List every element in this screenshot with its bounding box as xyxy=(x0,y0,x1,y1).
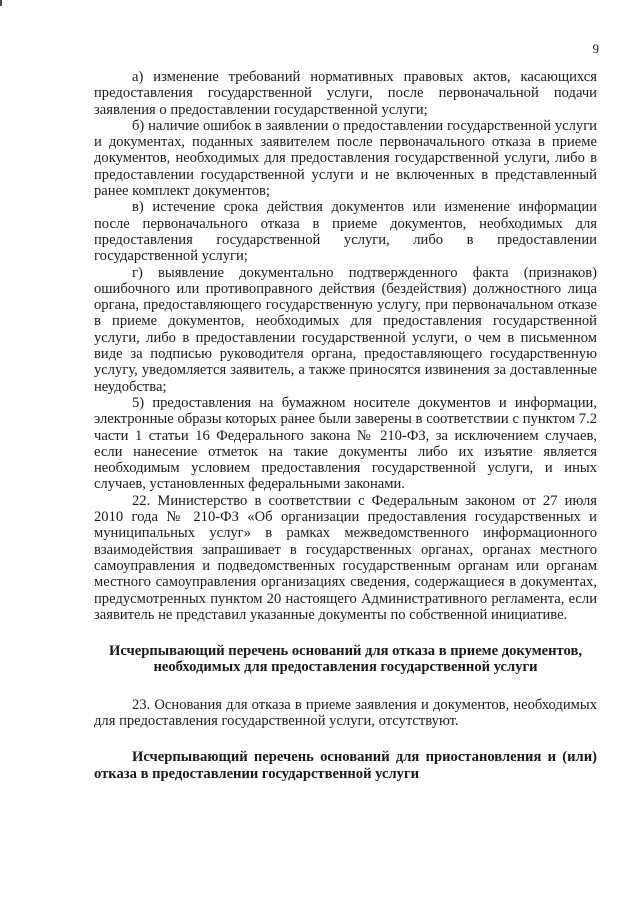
scan-corner-mark xyxy=(0,0,2,6)
paragraph-b: б) наличие ошибок в заявлении о предоставлении государственной услуги и документах, поданных заявителем после первоначального отказа в приеме документов, необходимых для предоставления государственной услуги, либо в предоставлении государственной услуги и не включенных в представленный ранее комплект документов; xyxy=(94,117,597,200)
section-heading-refusal-acceptance: Исчерпывающий перечень оснований для отказа в приеме документов, необходимых для предоставления государственной услуги xyxy=(109,643,582,676)
paragraph-23: 23. Основания для отказа в приеме заявления и документов, необходимых для предоставления государственной услуги, отсутствуют. xyxy=(94,696,597,729)
paragraph-22: 22. Министерство в соответствии с Федеральным законом от 27 июля 2010 года № 210-ФЗ «Об организации предоставления государственных и муниципальных услуг» в рамках межведомственного информационного взаимодействия запрашивает в государственных органах, органах местного самоуправления и подведомственных государственным органам или органам местного самоуправления организациях сведения, содержащиеся в документах, предусмотренных пунктом 20 настоящего Административного регламента, если заявитель не представил указанные документы по собственной инициативе. xyxy=(94,492,597,623)
paragraph-g: г) выявление документально подтвержденного факта (признаков) ошибочного или противоправного действия (бездействия) должностного лица органа, предоставляющего государственную услугу, при первоначальном отказе в приеме документов, необходимых для предоставления государственной услуги, либо в предоставлении государственной услуги, о чем в письменном виде за подписью руководителя органа, предоставляющего государственную услугу, уведомляется заявитель, а также приносятся извинения за доставленные неудобства; xyxy=(94,264,597,395)
paragraph-v: в) истечение срока действия документов или изменение информации после первоначального отказа в приеме документов, необходимых для предоставления государственной услуги, либо в предоставлении государственной услуги; xyxy=(94,199,597,265)
section-heading-suspension-refusal: Исчерпывающий перечень оснований для приостановления и (или) отказа в предоставлении государственной услуги xyxy=(94,749,597,782)
document-body xyxy=(94,69,597,782)
page-number: 9 xyxy=(592,41,599,56)
paragraph-5: 5) предоставления на бумажном носителе документов и информации, электронные образы которых ранее были заверены в соответствии с пунктом 7.2 части 1 статьи 16 Федерального закона № 210-ФЗ, за исключением случаев, если нанесение отметок на такие документы либо их изъятие является необходимым условием предоставления государственной услуги, и иных случаев, установленных федеральными законами. xyxy=(94,394,597,493)
paragraph-a: а) изменение требований нормативных правовых актов, касающихся предоставления государственной услуги, после первоначальной подачи заявления о предоставлении государственной услуги; xyxy=(94,69,597,118)
